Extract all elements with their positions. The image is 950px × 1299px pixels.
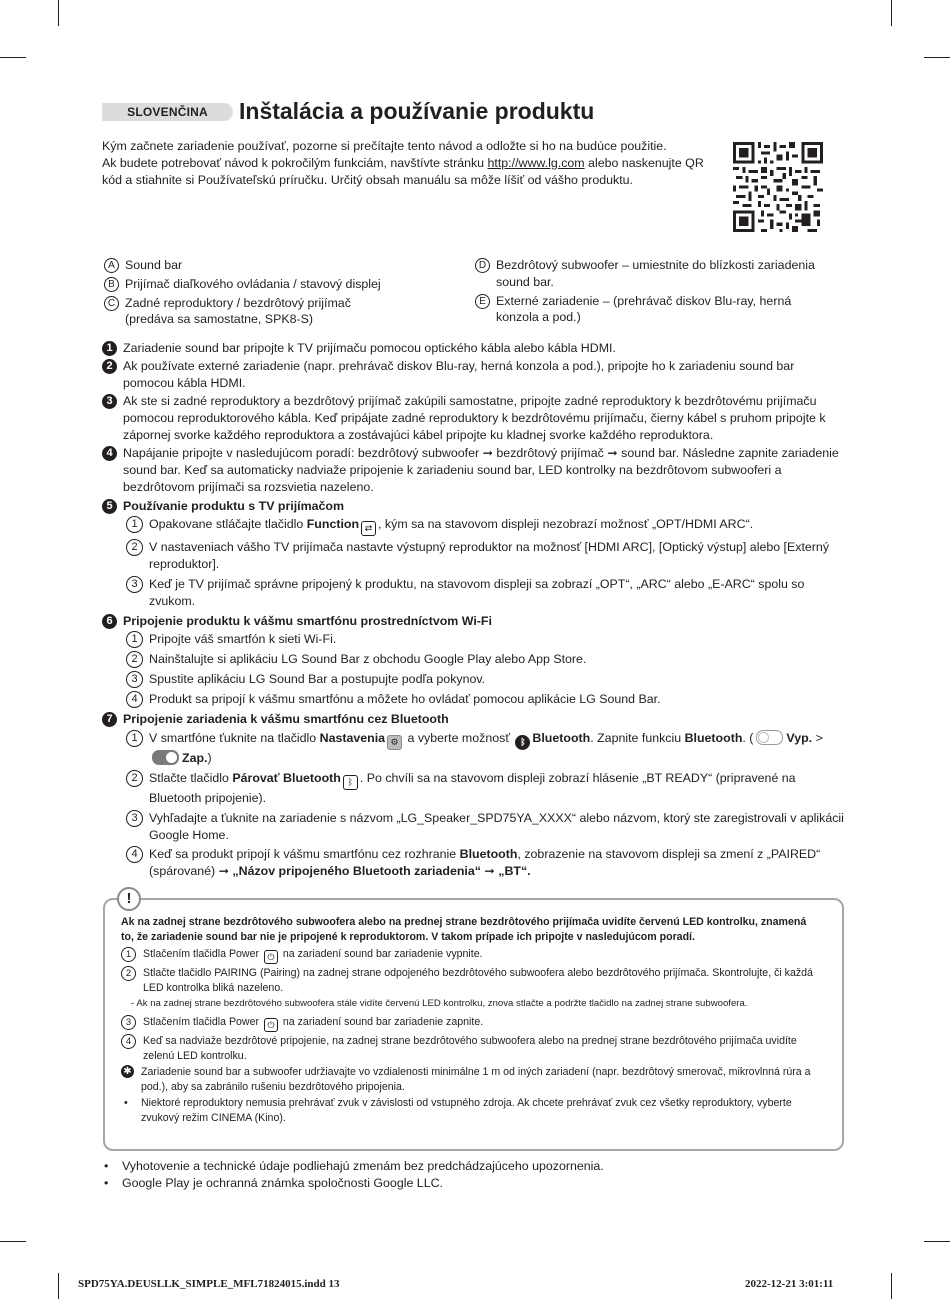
note-text: Niektoré reproduktory nemusia prehrávať zvuk v závislosti od vstupného zdroja. Ak chcete prehrávať zvuk cez všetky reproduktory, vyberte zvukový režim CINEMA (Kino). (141, 1097, 792, 1124)
step-text: Ak používate externé zariadenie (napr. prehrávač diskov Blu-ray, herná konzola a pod.), pripojte ho k zariadeniu sound bar pomocou kábla HDMI. (123, 359, 795, 391)
crop-mark (58, 1273, 59, 1299)
substep-text: Spustite aplikáciu LG Sound Bar a postupujte podľa pokynov. (149, 672, 486, 687)
list-item (475, 257, 835, 291)
step-5 (102, 498, 847, 515)
intro-line-1: Kým začnete zariadenie používať, pozorne si prečítajte tento návod a odložte si ho na budúce použitie. (102, 139, 667, 153)
substep-text: Pripojte váš smartfón k sieti Wi-Fi. (149, 632, 337, 647)
step-number: 5 (102, 499, 117, 514)
note-text: Stlačením tlačidla Power ⏻ na zariadení sound bar zariadenie zapnite. (143, 1015, 484, 1030)
letter-badge: A (104, 258, 119, 273)
arrow-right-icon: ➞ (607, 446, 618, 461)
step-2 (102, 358, 847, 392)
list-item (104, 295, 364, 329)
power-icon: ⏻ (264, 950, 278, 964)
substep-text: Keď sa produkt pripojí k vášmu smartfónu cez rozhranie Bluetooth, zobrazenie na stavovom displeji sa zmení z „PAIRED“ (spárované) ➞ „Názov pripojeného Bluetooth zariadenia“ ➞ „BT“. (149, 847, 821, 879)
note-text: Stlačte tlačidlo PAIRING (Pairing) na zadnej strane odpojeného bezdrôtového subwoofera alebo bezdrôtového prijímača. Skontrolujte, či každá LED kontrolka bliká nazeleno. (143, 967, 813, 994)
step-3 (102, 393, 847, 443)
note-number: 1 (121, 947, 136, 962)
step-text: Zariadenie sound bar pripojte k TV prijímaču pomocou optického kábla alebo kábla HDMI. (123, 341, 616, 355)
function-button-label: Function (306, 517, 360, 532)
language-tab: SLOVENČINA (102, 103, 233, 121)
substep-text: Opakovane stláčajte tlačidlo Function ⇄ , kým sa na stavovom displeji nezobrazí možnosť „OPT/HDMI ARC“. (149, 516, 847, 536)
step-7 (102, 711, 847, 728)
note-content (121, 915, 821, 1128)
intro-text (102, 138, 717, 188)
substep (126, 631, 847, 648)
substep (126, 770, 847, 807)
note-item (121, 947, 821, 964)
power-icon: ⏻ (264, 1018, 278, 1032)
step-7-substeps (126, 730, 847, 880)
step-6-substeps (126, 631, 847, 708)
tip-icon: ✱ (121, 1065, 134, 1078)
substep-number: 2 (126, 770, 143, 787)
note-text: Stlačením tlačidla Power ⏻ na zariadení sound bar zariadenie vypnite. (143, 948, 483, 963)
gear-icon: ⚙ (387, 735, 402, 750)
footer-notes (104, 1158, 804, 1192)
substep-text: Produkt sa pripojí k vášmu smartfónu a môžete ho ovládať pomocou aplikácie LG Sound Bar. (149, 692, 661, 707)
step-number: 1 (102, 341, 117, 356)
bullet-icon: • (104, 1159, 109, 1173)
arrow-right-icon: ➞ (218, 864, 229, 879)
substep-text: Nainštalujte si aplikáciu LG Sound Bar z obchodu Google Play alebo App Store. (149, 652, 587, 667)
step-text: Napájanie pripojte v nasledujúcom poradí: bezdrôtový subwoofer ➞ bezdrôtový prijímač ➞ sound bar. Následne zapnite zariadenie sound bar. Keď sa automaticky nadviaže pripojenie k zariadeniu sound bar, LED kontrolky na bezdrôtovom subwooferi a bezdrôtovom prijímači sa rozsvietia nazeleno. (123, 446, 839, 494)
note-item (121, 1015, 821, 1032)
component-label: Bezdrôtový subwoofer – umiestnite do blízkosti zariadenia sound bar. (496, 258, 815, 289)
step-number: 4 (102, 446, 117, 461)
crop-mark (891, 1273, 892, 1299)
substep (126, 691, 847, 708)
intro-line-2: Ak budete potrebovať návod k pokročilým funkciám, navštívte stránku http://www.lg.com alebo naskenujte QR kód a stiahnite si Používateľskú príručku. Určitý obsah manuálu sa môže líšiť od vášho produktu. (102, 155, 704, 187)
substep-text: V smartfóne ťuknite na tlačidlo Nastavenia ⚙ a vyberte možnosť ᛒ Bluetooth. Zapnite funkciu Bluetooth. ( Vyp. > Zap.) (149, 731, 823, 766)
crop-mark (58, 0, 59, 26)
component-label: Externé zariadenie – (prehrávač diskov Blu-ray, herná konzola a pod.) (496, 293, 792, 325)
step-title: Pripojenie zariadenia k vášmu smartfónu cez Bluetooth (123, 712, 449, 727)
crop-mark (924, 1241, 950, 1242)
function-icon: ⇄ (361, 521, 376, 536)
note-subitem: - Ak na zadnej strane bezdrôtového subwoofera stále vidíte červenú LED kontrolku, znova stlačte a podržte tlačidlo na zadnej strane subwoofera. (131, 998, 748, 1010)
step-text: Ak ste si zadné reproduktory a bezdrôtový prijímač zakúpili samostatne, pripojte zadné reproduktory k bezdrôtovému prijímaču pomocou reproduktorového kábla. Keď pripájate zadné reproduktory k bezdrôtovému prijímaču, čierny kábel s pruhom pripojte k zápornej svorke každého reproduktora a zostávajúci kábel pripojte ku kladnej svorke každého reproduktora. (123, 394, 826, 442)
step-title: Používanie produktu s TV prijímačom (123, 498, 345, 513)
substep-number: 2 (126, 651, 143, 668)
substep-text: Keď je TV prijímač správne pripojený k produktu, na stavovom displeji sa zobrazí „OPT“, „ARC“ alebo „E-ARC“ spolu so zvukom. (149, 577, 805, 608)
substep-number: 4 (126, 846, 143, 863)
substep-text: Stlačte tlačidlo Párovať Bluetooth ᛒ . Po chvíli sa na stavovom displeji zobrazí hlásenie „BT READY“ (pripravené na Bluetooth pripojenie). (149, 771, 796, 806)
note-item (121, 1034, 821, 1063)
substep (126, 810, 847, 844)
note-item (121, 966, 821, 995)
substep-number: 3 (126, 576, 143, 593)
component-label: Sound bar (125, 258, 183, 272)
substep-number: 1 (126, 730, 143, 747)
substep-number: 2 (126, 539, 143, 556)
settings-label: Nastavenia (319, 731, 386, 746)
note-intro: Ak na zadnej strane bezdrôtového subwoofera alebo na prednej strane bezdrôtového prijímača uvidíte červenú LED kontrolku, znamená to, že zariadenie sound bar nie je pripojené k reproduktorom. V takom prípade ich pripojte v nasledujúcom poradí. (121, 916, 807, 943)
step-title: Pripojenie produktu k vášmu smartfónu prostredníctvom Wi-Fi (123, 613, 492, 628)
letter-badge: B (104, 277, 119, 292)
substep (126, 651, 847, 668)
substep (126, 671, 847, 688)
list-item (475, 293, 835, 327)
step-number: 7 (102, 712, 117, 727)
print-slug-timestamp: 2022-12-21 3:01:11 (745, 1278, 834, 1290)
list-item (104, 1158, 804, 1175)
footer-note-text: Vyhotovenie a technické údaje podliehajú zmenám bez predchádzajúceho upozornenia. (122, 1159, 604, 1173)
component-label: Zadné reproduktory / bezdrôtový prijímač (predáva sa samostatne, SPK8-S) (125, 295, 351, 327)
bullet-icon: • (104, 1175, 109, 1190)
crop-mark (0, 57, 26, 58)
step-1 (102, 340, 847, 357)
print-slug-filename: SPD75YA.DEUSLLK_SIMPLE_MFL71824015.indd 13 (78, 1278, 340, 1290)
note-number: 3 (121, 1015, 136, 1030)
substep-number: 1 (126, 516, 143, 533)
bluetooth-button-icon: ᛒ (343, 775, 358, 790)
note-tip (121, 1065, 821, 1094)
component-list-right (475, 257, 835, 328)
toggle-on-icon (152, 750, 179, 765)
bullet-icon: • (124, 1097, 128, 1110)
substep-number: 4 (126, 691, 143, 708)
substep (126, 730, 847, 767)
installation-steps (102, 340, 847, 883)
step-4 (102, 445, 847, 495)
note-number: 2 (121, 966, 136, 981)
substep (126, 576, 847, 610)
substep-number: 3 (126, 810, 143, 827)
step-5-substeps (126, 516, 847, 609)
letter-badge: D (475, 258, 490, 273)
substep-text: Vyhľadajte a ťuknite na zariadenie s názvom „LG_Speaker_SPD75YA_XXXX“ alebo názvom, ktorý ste zaregistrovali v aplikácii Google Home. (149, 810, 844, 842)
note-number: 4 (121, 1034, 136, 1049)
substep-text: V nastaveniach vášho TV prijímača nastavte výstupný reproduktor na možnosť [HDMI ARC], [Optický výstup] alebo [Externý reproduktor]. (149, 540, 830, 572)
substep (126, 846, 847, 880)
step-6 (102, 613, 847, 630)
letter-badge: C (104, 296, 119, 311)
page-title: Inštalácia a používanie produktu (239, 98, 595, 124)
step-number: 6 (102, 614, 117, 629)
toggle-off-icon (756, 730, 783, 745)
list-item (104, 257, 449, 274)
note-text: Keď sa nadviaže bezdrôtové pripojenie, na zadnej strane bezdrôtového subwoofera alebo na prednej strane bezdrôtového prijímača uvidíte zelenú LED kontrolku. (143, 1034, 797, 1062)
list-item (104, 1175, 804, 1192)
footer-note-text: Google Play je ochranná známka spoločnosti Google LLC. (122, 1175, 443, 1190)
pair-bluetooth-button-label: Párovať Bluetooth (232, 771, 341, 786)
warning-icon: ! (117, 887, 141, 911)
step-number: 2 (102, 359, 117, 374)
crop-mark (0, 1241, 26, 1242)
lg-website-link[interactable]: http://www.lg.com (487, 155, 585, 170)
bluetooth-icon: ᛒ (515, 735, 530, 750)
list-item (104, 276, 449, 293)
arrow-right-icon: ➞ (484, 864, 495, 879)
arrow-right-icon: ➞ (482, 446, 493, 461)
note-text: Zariadenie sound bar a subwoofer udržiavajte vo vzdialenosti minimálne 1 m od iných zariadení (napr. bezdrôtový smerovač, mikrovlnná rúra a pod.), aby sa zabránilo rušeniu bezdrôtového pripojenia. (141, 1066, 811, 1093)
substep-number: 3 (126, 671, 143, 688)
crop-mark (891, 0, 892, 26)
component-list-left (104, 257, 449, 330)
step-number: 3 (102, 394, 117, 409)
substep-number: 1 (126, 631, 143, 648)
component-label: Prijímač diaľkového ovládania / stavový displej (125, 276, 381, 291)
qr-code-icon (733, 142, 823, 232)
letter-badge: E (475, 294, 490, 309)
substep (126, 516, 847, 536)
substep (126, 539, 847, 573)
note-bullet (121, 1096, 821, 1125)
crop-mark (924, 57, 950, 58)
